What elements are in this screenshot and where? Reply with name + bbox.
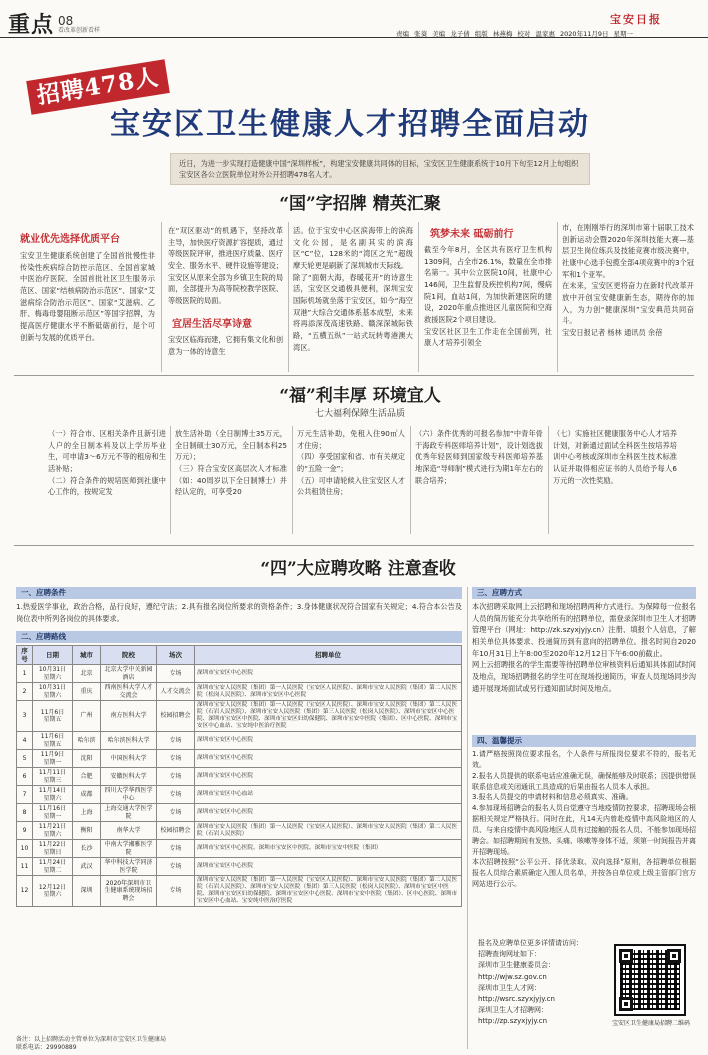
section1-col2-subhead: 宜居生活尽享诗意 bbox=[172, 319, 252, 330]
editor-credits: 责编 张葵 美编 龙子倩 组版 林燕梅 校对 温家惠 2020年11月9日 星期一 bbox=[396, 30, 634, 38]
method-text: 本次招聘采取网上云招聘和现场招聘两种方式进行。为保障每一位报名人员的简历能充分共享给所有的招聘单位，需登录深圳市卫生人才招聘管理平台（网址：http://zk.szyxjyjy.cn）注册、填报个人信息，了解相关单位具体要求、投递简历到有意向的招聘单位。报名时间自2020年10月31日上午8:00至2020年12月12日下午6:00前截止。 网上云招聘报名的学生需要等待招聘单位审核资料后通知具体面试时间及地点，现场招聘报名的学生可在现场投递简历，审查人员现场同步沟通开展现场面试或另行通知面试时间及地点。 bbox=[472, 602, 696, 693]
main-headline: 宝安区卫生健康人才招聘全面启动 bbox=[110, 107, 590, 142]
table-cell: 5 bbox=[17, 750, 33, 768]
table-cell: 深圳市宝安区中心医院 bbox=[195, 732, 462, 750]
section-divider bbox=[14, 545, 694, 546]
table-note-text: 备注：以上招聘活动主管单位为深圳市宝安区卫生健康局 bbox=[16, 1036, 167, 1043]
table-cell: 上海 bbox=[73, 804, 101, 822]
table-cell: 专场 bbox=[157, 804, 195, 822]
newspaper-logo: 宝安日报 bbox=[610, 13, 662, 26]
section1-title: “国”字招牌 精英汇聚 bbox=[279, 194, 441, 214]
table-cell: 深圳市宝安区中心医院 bbox=[195, 665, 462, 683]
table-cell: 南方医科大学 bbox=[101, 701, 157, 732]
qr-code bbox=[614, 944, 686, 1016]
conditions-heading: 一、应聘条件 bbox=[16, 587, 462, 599]
table-cell: 深圳市宝安人民医院（集团）第一人民医院（宝安区人民医院）、深圳市宝安人民医院（集团）第二人民医院（石岩人民医院）、深圳市宝安人民医院（集团）第三人民医院（松岗人民医院）、深圳市宝安区中心医院、深圳市宝安区中医院、深圳市宝安区妇幼保健院、深圳市宝安中医院（集团）、区中心医院、深圳市宝安区中心血站、宝安纯中医治疗医院 bbox=[195, 701, 462, 732]
table-cell: 重庆 bbox=[73, 683, 101, 701]
table-header-row bbox=[17, 646, 462, 665]
table-cell: 11月14日 星期六 bbox=[33, 786, 73, 804]
table-cell: 上海交通大学医学院 bbox=[101, 804, 157, 822]
table-cell: 南华大学 bbox=[101, 822, 157, 840]
column-divider bbox=[288, 222, 289, 372]
tips-heading: 四、温馨提示 bbox=[472, 735, 696, 747]
tips-text: 1.请严格按照岗位要求报名，个人条件与所报岗位要求不符的，报名无效。 2.报名人员提供的联系电话应准确无误，确保能够及时联系；因提供错误联系信息或关闭通讯工具造成的后果由报名人员本人承担。 3.报名人员提交的申请材料和信息必须真实、准确。 4.参加现场招聘会的报名人员自觉遵守当地疫情防控要求，招聘现场会根据相关规定严格执行。同时在此，凡14天内曾赴疫情中高风险地区的人员、与来自疫情中高风险地区人员有过接触的报名人员、不能参加现场招聘会。如招聘期间有发热、头痛、咳嗽等身体不适，须第一时间报告并离开招聘现场。 本次招聘按照“公平公开、择优录取、双向选择”原则，各招聘单位根据报名人员综合素质确定入围人员名单，并按各自单位或上级主管部门官方网站进行公示。 bbox=[472, 750, 696, 889]
table-cell: 12 bbox=[17, 876, 33, 907]
section1-col1-subhead: 就业优先选择优质平台 bbox=[20, 234, 120, 245]
table-cell: 北京大学中关新园酒店 bbox=[101, 665, 157, 683]
section-title: 重点 bbox=[8, 12, 55, 38]
table-cell: 中国医科大学 bbox=[101, 750, 157, 768]
section2-col2-text: 放生活补助（全日制博士35万元，全日制硕士30万元，全日制本科25万元）； （三）符合宝安区高层次人才标准（如：40周岁以下全日制博士）并经认定的，可享受20 bbox=[175, 429, 287, 497]
table-cell: 合肥 bbox=[73, 768, 101, 786]
table-cell: 深圳市宝安区中心医院 bbox=[195, 858, 462, 876]
table-cell: 四川大学华西医学中心 bbox=[101, 786, 157, 804]
section2-col4-text: （六）条件优秀的可报名参加“中青年骨干海政专科医师培养计划”，设计划选拔优秀年轻医师到国家级专科医师培养基地深造“导师制”模式进行为期1年左右的联合培养； bbox=[415, 429, 543, 485]
table-cell: 哈尔滨医科大学 bbox=[101, 732, 157, 750]
table-cell: 3 bbox=[17, 701, 33, 732]
section-divider bbox=[14, 375, 694, 376]
table-row bbox=[17, 786, 462, 804]
table-header-cell: 序号 bbox=[17, 646, 33, 665]
table-cell: 7 bbox=[17, 786, 33, 804]
intro-box: 近日，为进一步实现打造健康中国“深圳样板”，构建宝安健康共同体的目标，宝安区卫生健康系统于10月下旬至12月上旬组织宝安区各公立医院单位对外公开招聘478名人才。 bbox=[170, 153, 590, 185]
table-header-cell: 招聘单位 bbox=[195, 646, 462, 665]
table-cell: 2020年深圳市卫生健康系统现场招聘会 bbox=[101, 876, 157, 907]
table-row bbox=[17, 858, 462, 876]
table-cell: 武汉 bbox=[73, 858, 101, 876]
column-divider bbox=[557, 222, 558, 372]
table-cell: 专场 bbox=[157, 858, 195, 876]
table-cell: 长沙 bbox=[73, 840, 101, 858]
table-cell: 9 bbox=[17, 822, 33, 840]
section2-col5-text: （七）实施社区健康服务中心人才培养计划，对新通过面试全科医生按培养培训中心考核或深圳市全科医生技术标准认证并取得相应证书的人员给予每人6万元的一次性奖励。 bbox=[553, 429, 677, 485]
qr-caption: 宝安区卫生健康局招聘二维码 bbox=[611, 1020, 690, 1027]
method-heading: 三、应聘方式 bbox=[472, 587, 696, 599]
table-cell: 深圳市宝安区中心血站 bbox=[195, 786, 462, 804]
table-cell: 深圳市宝安区中心医院 bbox=[195, 768, 462, 786]
table-cell: 11月6日 星期五 bbox=[33, 701, 73, 732]
recruit-schedule-table bbox=[16, 645, 462, 907]
section2-col1-text: （一）符合市、区相关条件且新引进人户的全日制本科及以上学历毕业生，可申请3～6万元不等的租房和生活补贴； （二）符合条件的规培医师到社康中心工作的，按规定发 bbox=[48, 429, 166, 497]
table-cell: 11月6日 星期五 bbox=[33, 732, 73, 750]
table-row bbox=[17, 701, 462, 732]
table-row bbox=[17, 804, 462, 822]
table-cell: 深圳市宝安区中心医院、深圳市宝安区中医院、深圳市宝安中医院（集团） bbox=[195, 840, 462, 858]
section1-col2-text: 在“双区驱动”的机遇下，坚持改革主导，加快医疗资源扩容提质，通过等级医院评审，推进医疗质量、医疗安全、服务水平、硬件设施等建设；宝安区从原来全部为乡镇卫生院的局面，全部提升为高等院校教学医院、等级医院的局面。 bbox=[168, 226, 283, 305]
page-subtitle: 看改革创新看样 bbox=[58, 27, 101, 34]
table-contact-phone: 联系电话：29990889 bbox=[16, 1043, 77, 1051]
table-cell: 专场 bbox=[157, 750, 195, 768]
routes-heading: 二、应聘路线 bbox=[16, 631, 462, 643]
table-cell: 专场 bbox=[157, 876, 195, 907]
table-cell: 深圳市宝安区中心医院 bbox=[195, 804, 462, 822]
table-cell: 广州 bbox=[73, 701, 101, 732]
page-number: 08 bbox=[58, 14, 74, 28]
column-divider bbox=[170, 426, 171, 534]
section2-subtitle: 七大福利保障生活品质 bbox=[314, 409, 405, 419]
table-cell: 深圳市宝安人民医院（集团）第一人民医院（宝安区人民医院）、深圳市宝安人民医院（集团）第二人民医院（石岩人民医院）、深圳市宝安人民医院（集团）第三人民医院（松岗人民医院）、深圳市宝安区中医院、深圳市宝安区妇幼保健院、深圳市宝安区中心医院、深圳市宝安中医院（集团）、区中心医院、深圳市宝安区中心血站、宝安纯中医治疗医院 bbox=[195, 876, 462, 907]
table-cell: 4 bbox=[17, 732, 33, 750]
table-row bbox=[17, 683, 462, 701]
table-cell: 11月24日 星期二 bbox=[33, 858, 73, 876]
table-cell: 8 bbox=[17, 804, 33, 822]
table-row bbox=[17, 822, 462, 840]
section1-col2b-text: 宝安区临海而建，它拥有集文化和创意为一体的诗意生 bbox=[168, 335, 283, 356]
table-row bbox=[17, 840, 462, 858]
table-row bbox=[17, 665, 462, 683]
table-cell: 专场 bbox=[157, 840, 195, 858]
table-cell: 安徽医科大学 bbox=[101, 768, 157, 786]
table-cell: 12月12日 星期六 bbox=[33, 876, 73, 907]
table-cell: 2 bbox=[17, 683, 33, 701]
table-row bbox=[17, 768, 462, 786]
table-cell: 中南大学湘雅医学院 bbox=[101, 840, 157, 858]
table-cell: 10月31日 星期六 bbox=[33, 683, 73, 701]
table-cell: 深圳 bbox=[73, 876, 101, 907]
table-cell: 10 bbox=[17, 840, 33, 858]
section3-title: “四”大应聘攻略 注意查收 bbox=[260, 559, 456, 579]
table-row bbox=[17, 876, 462, 907]
table-cell: 沈阳 bbox=[73, 750, 101, 768]
table-cell: 11月16日 星期一 bbox=[33, 804, 73, 822]
table-header-cell: 场次 bbox=[157, 646, 195, 665]
column-divider bbox=[418, 222, 419, 372]
table-cell: 10月31日 星期六 bbox=[33, 665, 73, 683]
table-cell: 华中科技大学同济医学院 bbox=[101, 858, 157, 876]
section1-col1-text: 宝安卫生健康系统创建了全国首批慢性非传染性疾病综合防控示范区、全国首家城中医治疗医院、全国首批社区卫生服务示范区、国家“结核病防治示范区”、国家“艾滋病综合防治示范区”、国家“艾滋病、乙肝、梅毒母婴阻断示范区”等国字招牌，为提高医疗健康水平不断砥砺前行，是个可创新与发展的优质平台。 bbox=[20, 251, 155, 342]
table-cell: 11月21日 星期六 bbox=[33, 822, 73, 840]
table-cell: 深圳市宝安人民医院（集团）第一人民医院（宝安区人民医院）、深圳市宝安人民医院（集团）第二人民医院（松岗人民医院）、深圳市宝安区中心医院 bbox=[195, 683, 462, 701]
table-cell: 11 bbox=[17, 858, 33, 876]
table-cell: 深圳市宝安区中心医院 bbox=[195, 750, 462, 768]
table-cell: 哈尔滨 bbox=[73, 732, 101, 750]
more-info-links: 报名及应聘单位更多详情请访问： 招聘查询网址如下： 深圳市卫生健康委员会： http://wjw.sz.gov.cn 深圳市卫生人才网： http://wsrc.szyxjyjy.cn 深圳卫生人才招聘网： http://zp.szyxjyjy.cn bbox=[478, 939, 583, 1026]
conditions-text: 1.热爱医学事业，政治合格，品行良好，遵纪守法；2.具有报名岗位所要求的资格条件；3.身体健康状况符合国家有关规定；4.符合本公告及岗位表中所列各岗位的具体要求。 bbox=[16, 602, 462, 623]
column-divider bbox=[410, 426, 411, 534]
section1-col3-text: 活。位于宝安中心区滨海带上的滨海文化公园，是名副其实的滨海区“C”位，128米的“湾区之光”超级摩天轮更是刷新了深圳城市天际线。 除了“面朝大海，春暖花开”的诗意生活，宝安区交通极具便利，深圳宝安国际机场就坐落于宝安区，如今“海空双港”大综合交通体系基本成型，未来将再添深茂高速铁路、赣深深城际铁路，“五横五纵”一站式玩转粤港澳大湾区。 bbox=[293, 226, 413, 352]
table-cell: 11月11日 星期三 bbox=[33, 768, 73, 786]
section1-col4-subhead: 筑梦未来 砥砺前行 bbox=[430, 229, 514, 240]
table-cell: 11月22日 星期日 bbox=[33, 840, 73, 858]
table-cell: 西南医科大学人才交流会 bbox=[101, 683, 157, 701]
table-note bbox=[16, 1036, 166, 1052]
column-divider bbox=[161, 222, 162, 372]
table-cell: 校园招聘会 bbox=[157, 822, 195, 840]
table-cell: 专场 bbox=[157, 786, 195, 804]
section2-col3-text: 万元生活补助，免租入住90㎡人才住房； （四）享受国家和省、市有关规定的“五险一金”； （五）可申请轮候入住宝安区人才公共租赁住房； bbox=[297, 429, 405, 497]
table-cell: 衡阳 bbox=[73, 822, 101, 840]
table-cell: 11月9日 星期一 bbox=[33, 750, 73, 768]
table-header-cell: 城市 bbox=[73, 646, 101, 665]
column-divider bbox=[548, 426, 549, 534]
section2-title: “福”利丰厚 环境宜人 bbox=[279, 386, 441, 406]
table-cell: 6 bbox=[17, 768, 33, 786]
table-header-cell: 院校 bbox=[101, 646, 157, 665]
table-cell: 1 bbox=[17, 665, 33, 683]
table-cell: 专场 bbox=[157, 665, 195, 683]
table-cell: 人才交流会 bbox=[157, 683, 195, 701]
column-divider bbox=[292, 426, 293, 534]
table-cell: 专场 bbox=[157, 732, 195, 750]
column-divider bbox=[467, 587, 468, 1049]
recruit-banner: 招聘478人 bbox=[26, 59, 170, 114]
table-cell: 专场 bbox=[157, 768, 195, 786]
table-cell: 深圳市宝安人民医院（集团）第一人民医院（宝安区人民医院）、深圳市宝安人民医院（集团）第二人民医院（石岩人民医院） bbox=[195, 822, 462, 840]
table-cell: 北京 bbox=[73, 665, 101, 683]
table-cell: 成都 bbox=[73, 786, 101, 804]
table-cell: 校园招聘会 bbox=[157, 701, 195, 732]
table-row bbox=[17, 750, 462, 768]
table-row bbox=[17, 732, 462, 750]
section1-col4-text: 截至今年8月，全区共有医疗卫生机构1309间，占全市26.1%，数量在全市排名第一。其中公立医院10间，社康中心146间，卫生监督及疾控机构7间，慢病院1间，血站1间，为加快新建医院的建设，2020年重点推进区儿童医院和空海救援医院2个项目建设。 宝安区社区卫生工作走在全国前列，社康人才培养引领全 bbox=[424, 245, 552, 348]
section1-col5-text: 市，在刚刚举行的深圳市第十届职工技术创新运动会暨2020年深圳技能大赛—基层卫生岗位练兵及技能竞赛市级决赛中，社康中心选手包揽全部4项竞赛中的3个冠军和1个亚军。 在未来，宝安区更将奋力在新时代改革开放中开创宝安健康新生态，期待你的加入，为力创“健康深圳”宝安典范共同奋斗。 宝安日报记者 杨林 通讯员 余蓓 bbox=[562, 223, 694, 337]
table-header-cell: 日期 bbox=[33, 646, 73, 665]
